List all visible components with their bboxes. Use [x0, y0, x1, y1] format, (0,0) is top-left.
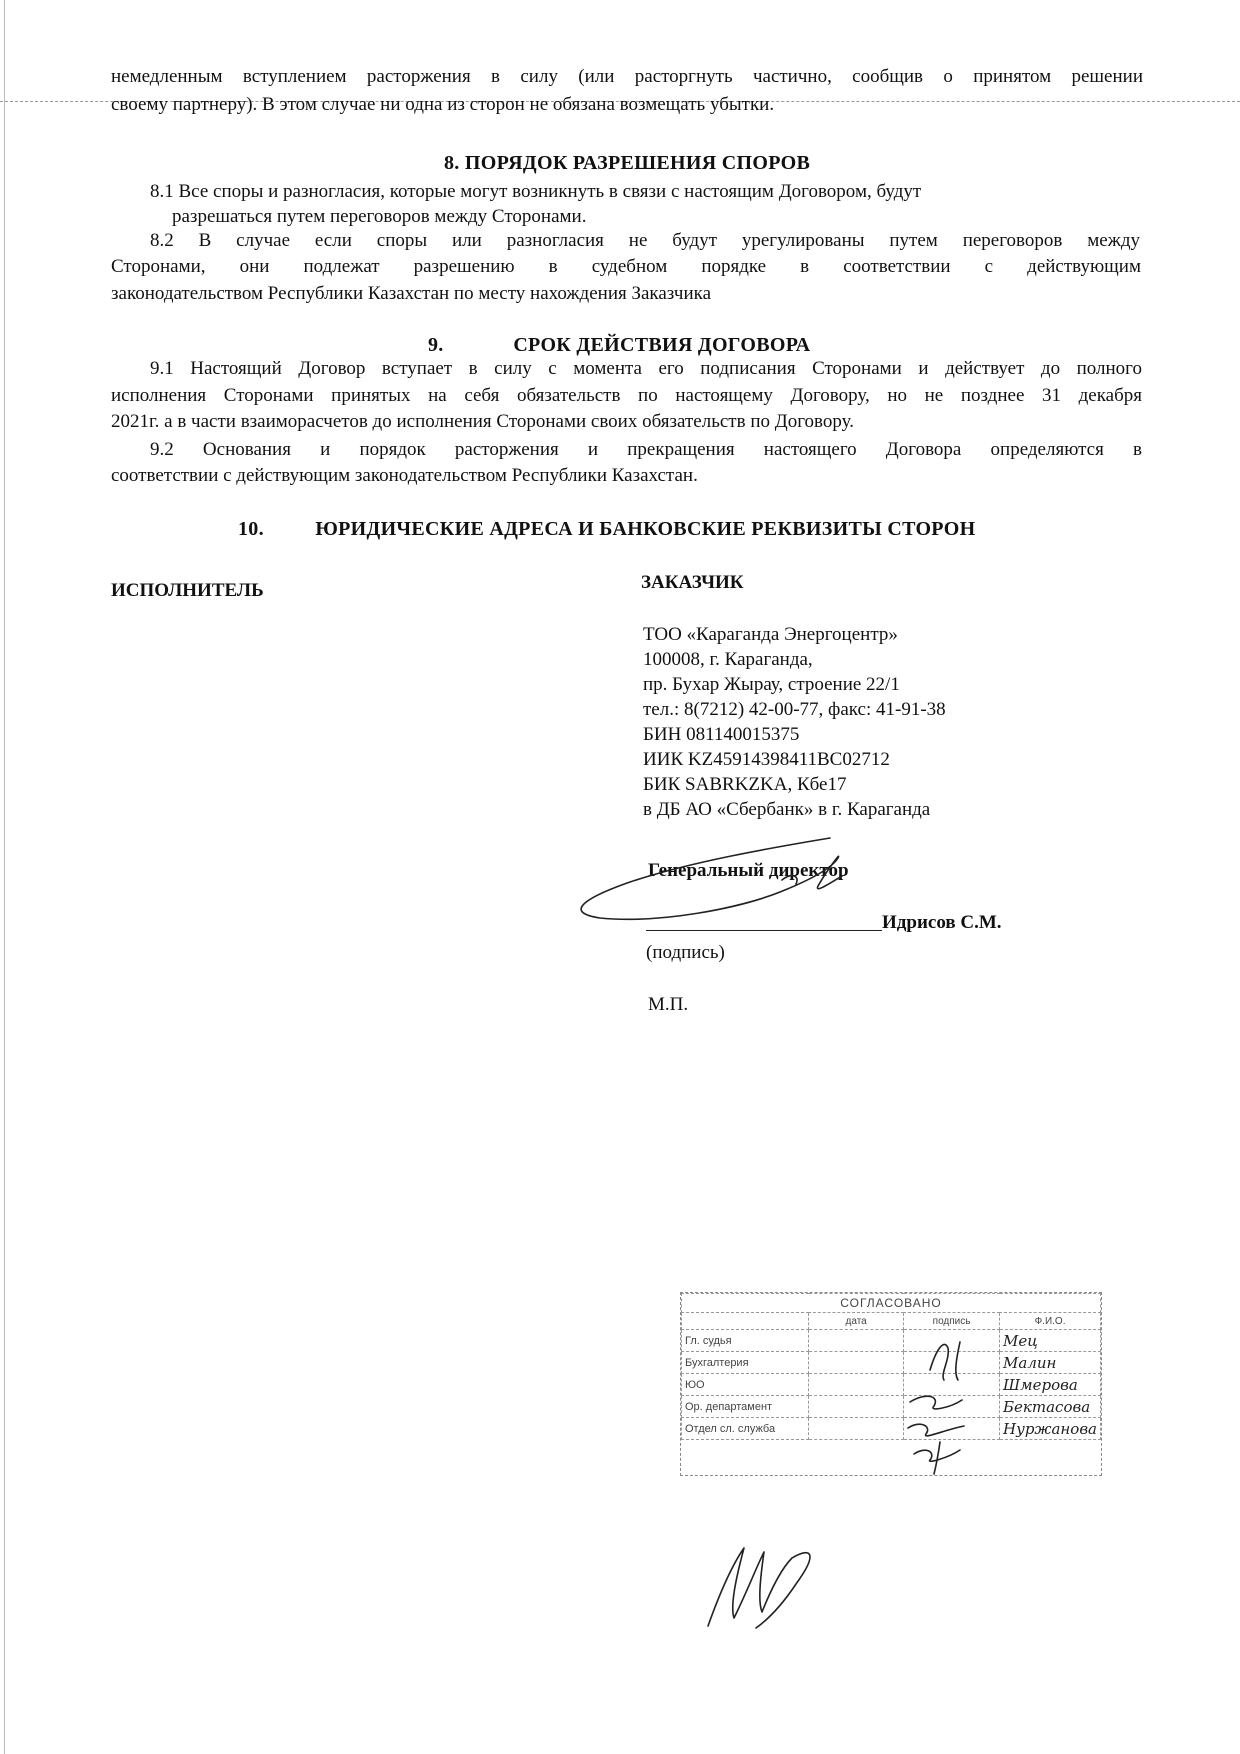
customer-address-line: в ДБ АО «Сбербанк» в г. Караганда: [643, 799, 931, 820]
section-9-p1-line3: 2021г. а в части взаиморасчетов до исполнения Сторонами своих обязательств по Договору.: [111, 411, 854, 432]
customer-signatory: Идрисов С.М.: [882, 912, 1002, 933]
customer-label: ЗАКАЗЧИК: [641, 572, 744, 593]
approval-signatures: [900, 1330, 1010, 1480]
approval-handwritten-name: Малин: [1000, 1352, 1101, 1374]
customer-signature: [570, 820, 900, 930]
section-8-p1-line2: разрешаться путем переговоров между Сторонами.: [172, 206, 587, 227]
customer-address-line: пр. Бухар Жырау, строение 22/1: [643, 674, 900, 695]
approval-table: [681, 1293, 1101, 1440]
initials-scribble: [700, 1528, 840, 1638]
section-10-title: ЮРИДИЧЕСКИЕ АДРЕСА И БАНКОВСКИЕ РЕКВИЗИТЫ СТОРОН: [315, 518, 976, 540]
approval-row-label: Ор. департамент: [682, 1396, 809, 1418]
customer-address-line: тел.: 8(7212) 42-00-77, факс: 41-91-38: [643, 699, 946, 720]
scan-edge-line: [4, 0, 5, 1754]
section-8-heading: [444, 152, 810, 175]
intro-line-1: немедленным вступлением расторжения в силу (или расторгнуть частично, сообщив о принятом решении: [111, 66, 1143, 87]
customer-position: Генеральный директор: [648, 860, 849, 881]
section-8-p1-line1: 8.1 Все споры и разногласия, которые могут возникнуть в связи с настоящим Договором, будут: [150, 181, 922, 202]
approval-row-label: Отдел сл. служба: [682, 1418, 809, 1440]
section-8-p2-line2: Сторонами, они подлежат разрешению в судебном порядке в соответствии с действующим: [111, 256, 1141, 277]
customer-address-line: БИН 081140015375: [643, 724, 800, 745]
approval-row-label: Гл. судья: [682, 1330, 809, 1352]
section-8-p2-line1: 8.2 В случае если споры или разногласия не будут урегулированы путем переговоров между: [150, 230, 1140, 251]
section-8-p2-line3: законодательством Республики Казахстан по месту нахождения Заказчика: [111, 283, 712, 304]
approval-title: СОГЛАСОВАНО: [682, 1294, 1101, 1313]
section-9-number: 9.: [428, 334, 444, 356]
section-9-heading: [428, 334, 810, 357]
section-9-p2-line2: соответствии с действующим законодательством Республики Казахстан.: [111, 465, 698, 486]
approval-col-name: Ф.И.О.: [1000, 1313, 1101, 1330]
customer-address-line: 100008, г. Караганда,: [643, 649, 813, 670]
section-10-heading: [238, 518, 975, 541]
approval-handwritten-name: Бектасова: [1000, 1396, 1101, 1418]
seal-caption: М.П.: [648, 994, 689, 1015]
customer-address-line: БИК SABRKZKA, Кбе17: [643, 774, 847, 795]
section-9-p1-line1: 9.1 Настоящий Договор вступает в силу с момента его подписания Сторонами и действует до полного: [150, 358, 1142, 379]
customer-address-line: ИИК KZ45914398411BC02712: [643, 749, 890, 770]
approval-row-label: Бухгалтерия: [682, 1352, 809, 1374]
approval-col-date: дата: [809, 1313, 904, 1330]
approval-handwritten-name: Шмерова: [1000, 1374, 1101, 1396]
approval-row-label: ЮО: [682, 1374, 809, 1396]
intro-line-2: своему партнеру). В этом случае ни одна из сторон не обязана возмещать убытки.: [111, 94, 775, 115]
section-9-p1-line2: исполнения Сторонами принятых на себя обязательств по настоящему Договору, но не позднее 31 декабря: [111, 385, 1142, 406]
section-9-p2-line1: 9.2 Основания и порядок расторжения и прекращения настоящего Договора определяются в: [150, 439, 1142, 460]
signature-caption: (подпись): [646, 942, 725, 963]
customer-address-line: ТОО «Караганда Энергоцентр»: [643, 624, 898, 645]
customer-signature-line: [646, 930, 882, 931]
section-10-number: 10.: [238, 518, 264, 540]
approval-handwritten-name: Мец: [1000, 1330, 1101, 1352]
approval-stamp: [680, 1292, 1102, 1476]
section-8-title: ПОРЯДОК РАЗРЕШЕНИЯ СПОРОВ: [464, 152, 811, 174]
approval-handwritten-name: Нуржанова: [1000, 1418, 1101, 1440]
contractor-label: ИСПОЛНИТЕЛЬ: [111, 580, 264, 601]
customer-address-block: [643, 622, 946, 822]
section-9-title: СРОК ДЕЙСТВИЯ ДОГОВОРА: [513, 334, 811, 356]
approval-col-signature: подпись: [904, 1313, 1000, 1330]
section-8-number: 8.: [444, 152, 460, 174]
approval-col-blank: [682, 1313, 809, 1330]
